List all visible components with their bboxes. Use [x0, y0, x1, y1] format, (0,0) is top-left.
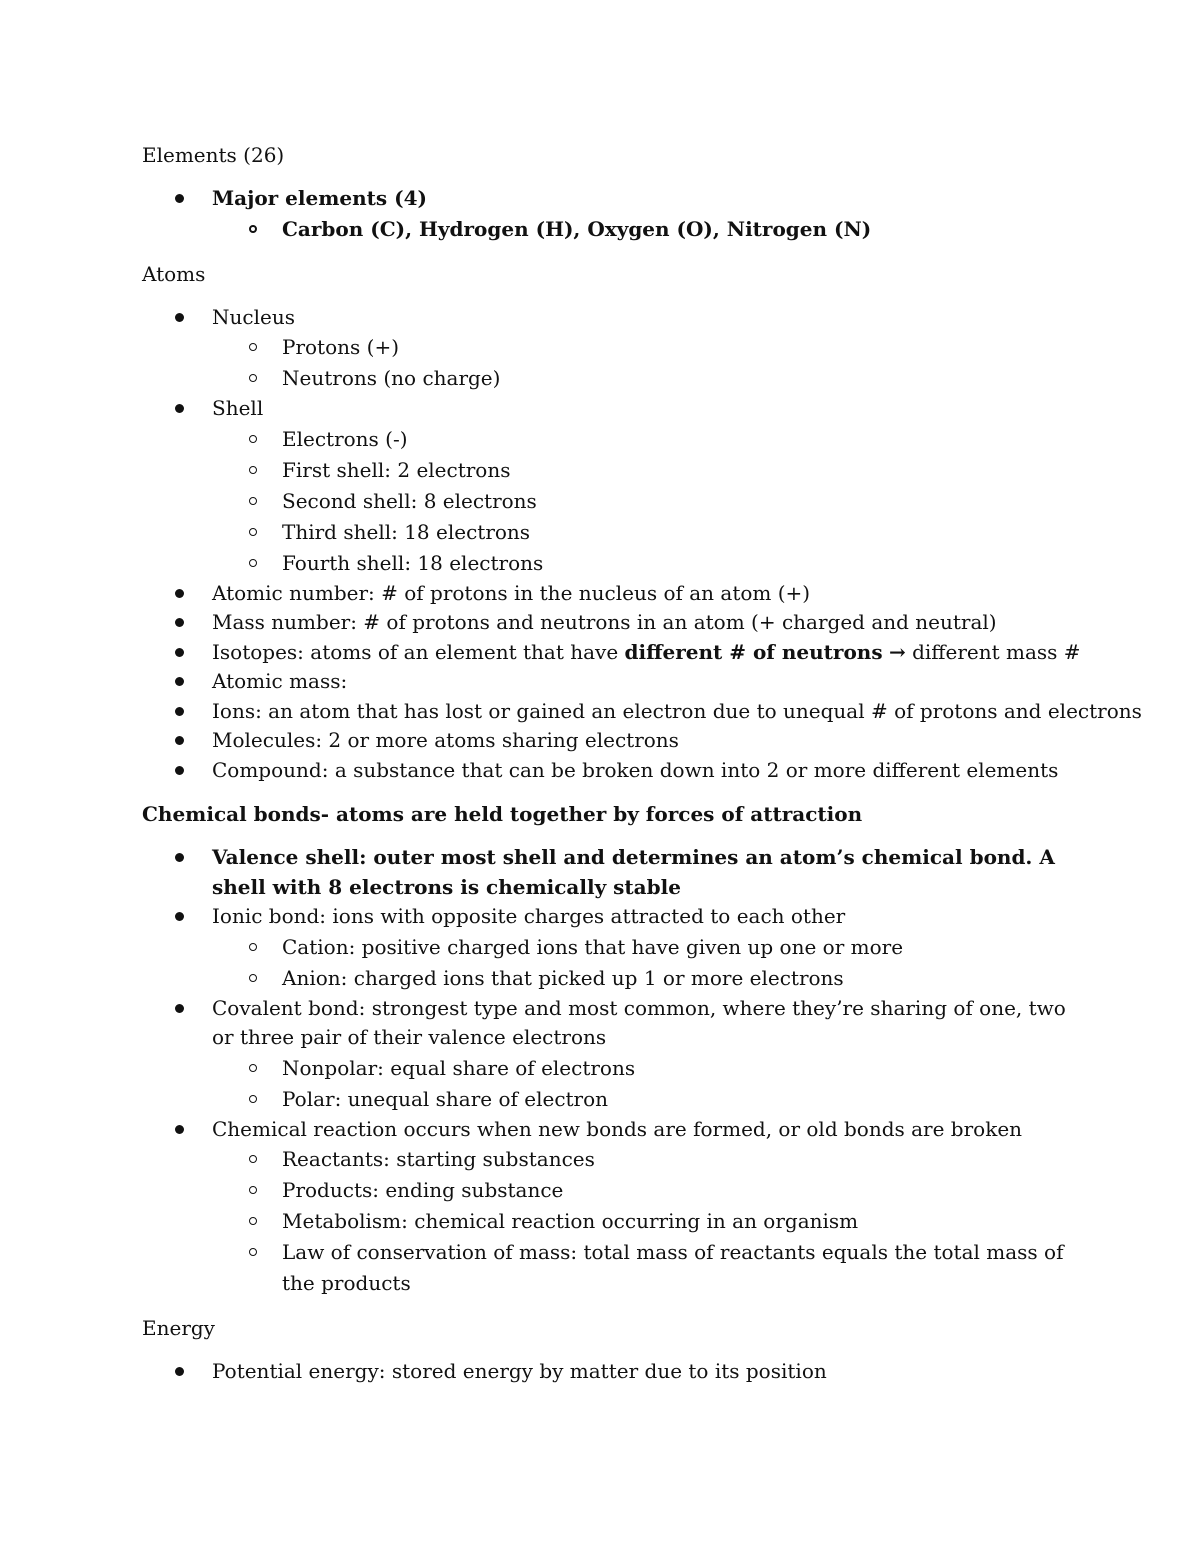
list-item [142, 726, 1082, 756]
list-item [142, 902, 1082, 994]
circle-bullet-icon [249, 225, 257, 233]
heading-atoms: Atoms [142, 261, 206, 286]
bullet-icon [175, 589, 184, 598]
potential-energy-text: Potential energy: stored energy by matter due to its position [212, 1359, 827, 1383]
list-item [142, 394, 1082, 579]
energy-list [142, 1357, 1082, 1387]
circle-bullet-icon [249, 559, 257, 567]
circle-bullet-icon [249, 435, 257, 443]
metabolism-text: Metabolism: chemical reaction occurring in an organism [282, 1209, 859, 1233]
atomic-number-text: Atomic number: # of protons in the nucleus of an atom (+) [212, 580, 811, 605]
bullet-icon [175, 853, 184, 862]
bullet-icon [175, 912, 184, 921]
major-elements-list: Carbon (C), Hydrogen (H), Oxygen (O), Nitrogen (N) [282, 216, 872, 241]
heading-elements: Elements (26) [142, 143, 285, 167]
bullet-icon [175, 648, 184, 657]
sub-list [212, 1053, 1082, 1115]
molecules-text: Molecules: 2 or more atoms sharing electrons [212, 728, 679, 752]
sub-list-item [212, 1237, 1082, 1299]
circle-bullet-icon [249, 1217, 257, 1225]
bullet-icon [175, 736, 184, 745]
bullet-icon [175, 1367, 184, 1376]
fourth-shell-text: Fourth shell: 18 electrons [282, 550, 544, 575]
first-shell-text: First shell: 2 electrons [282, 457, 511, 482]
nonpolar-text: Nonpolar: equal share of electrons [282, 1055, 636, 1080]
sub-list-item [212, 424, 1082, 455]
circle-bullet-icon [249, 1186, 257, 1194]
circle-bullet-icon [249, 1095, 257, 1103]
circle-bullet-icon [249, 466, 257, 474]
protons-text: Protons (+) [282, 335, 400, 359]
valence-text: Valence shell: outer most shell and determines an atom’s chemical bond. A shell with 8 electrons is chemically stable [212, 845, 1055, 899]
bonds-list [142, 843, 1082, 1299]
document-page [142, 140, 1142, 1401]
major-elements-label: Major elements (4) [212, 186, 427, 210]
sub-list-item [212, 517, 1082, 548]
circle-bullet-icon [249, 1064, 257, 1072]
sub-list-item [212, 1206, 1082, 1237]
sub-list-item [212, 963, 1082, 994]
sub-list [212, 214, 1082, 245]
bullet-icon [175, 677, 184, 686]
anion-text: Anion: charged ions that picked up 1 or more electrons [282, 965, 844, 990]
sub-list [212, 1144, 1082, 1299]
sub-list [212, 424, 1082, 579]
isotopes-bold-text: different # of neutrons [624, 639, 883, 664]
circle-bullet-icon [249, 1155, 257, 1163]
sub-list-item [212, 455, 1082, 486]
mass-number-text: Mass number: # of protons and neutrons in an atom (+ charged and neutral) [212, 610, 997, 634]
heading-chemical-bonds: Chemical bonds- atoms are held together by forces of attraction [142, 802, 863, 826]
sub-list-item [212, 332, 1082, 363]
sub-list-item [212, 1175, 1082, 1206]
sub-list-item [212, 548, 1082, 579]
shell-label: Shell [212, 396, 264, 420]
elements-list [142, 184, 1082, 245]
bullet-icon [175, 707, 184, 716]
reaction-text: Chemical reaction occurs when new bonds are formed, or old bonds are broken [212, 1116, 1023, 1141]
sub-list [212, 332, 1082, 394]
circle-bullet-icon [249, 343, 257, 351]
list-item [142, 303, 1082, 395]
list-item [142, 697, 1142, 727]
sub-list-item [212, 1053, 1082, 1084]
polar-text: Polar: unequal share of electron [282, 1086, 609, 1111]
heading-energy: Energy [142, 1316, 215, 1340]
sub-list-item [212, 1144, 1082, 1175]
conservation-text: Law of conservation of mass: total mass of reactants equals the total mass of the products [282, 1240, 1064, 1295]
second-shell-text: Second shell: 8 electrons [282, 488, 537, 513]
circle-bullet-icon [249, 497, 257, 505]
electrons-text: Electrons (-) [282, 426, 408, 451]
list-item [142, 1357, 1082, 1387]
neutrons-text: Neutrons (no charge) [282, 366, 501, 390]
sub-list-item [212, 486, 1082, 517]
arrow-right-icon: → [888, 639, 906, 664]
list-item [142, 667, 1082, 697]
ionic-text: Ionic bond: ions with opposite charges attracted to each other [212, 904, 846, 928]
list-item [142, 1115, 1082, 1300]
bullet-icon [175, 1125, 184, 1134]
isotopes-post-text: different mass # [905, 639, 1081, 664]
bullet-icon [175, 618, 184, 627]
list-item [142, 756, 1082, 786]
bullet-icon [175, 404, 184, 413]
bullet-icon [175, 313, 184, 322]
third-shell-text: Third shell: 18 electrons [282, 519, 531, 544]
sub-list-item [212, 214, 1082, 245]
isotopes-text: Isotopes: atoms of an element that have [212, 639, 625, 664]
reactants-text: Reactants: starting substances [282, 1147, 595, 1171]
compound-text: Compound: a substance that can be broken down into 2 or more different elements [212, 757, 1059, 782]
products-text: Products: ending substance [282, 1178, 564, 1202]
circle-bullet-icon [249, 974, 257, 982]
list-item [142, 579, 1082, 609]
sub-list-item [212, 1084, 1082, 1115]
list-item [142, 184, 1082, 245]
list-item [142, 843, 1082, 902]
atomic-mass-text: Atomic mass: [212, 669, 348, 693]
cation-text: Cation: positive charged ions that have given up one or more [282, 934, 904, 959]
bullet-icon [175, 1004, 184, 1013]
circle-bullet-icon [249, 943, 257, 951]
circle-bullet-icon [249, 528, 257, 536]
atoms-list [142, 303, 1142, 786]
ions-text: Ions: an atom that has lost or gained an electron due to unequal # of protons and electrons [212, 698, 1142, 723]
circle-bullet-icon [249, 374, 257, 382]
bullet-icon [175, 194, 184, 203]
sub-list-item [212, 932, 1082, 963]
sub-list-item [212, 363, 1082, 394]
list-item [142, 638, 1082, 668]
list-item [142, 608, 1082, 638]
covalent-text: Covalent bond: strongest type and most common, where they’re sharing of one, two or three pair of their valence electrons [212, 995, 1066, 1049]
bullet-icon [175, 766, 184, 775]
nucleus-label: Nucleus [212, 304, 295, 329]
sub-list [212, 932, 1082, 994]
circle-bullet-icon [249, 1248, 257, 1256]
list-item [142, 994, 1082, 1115]
